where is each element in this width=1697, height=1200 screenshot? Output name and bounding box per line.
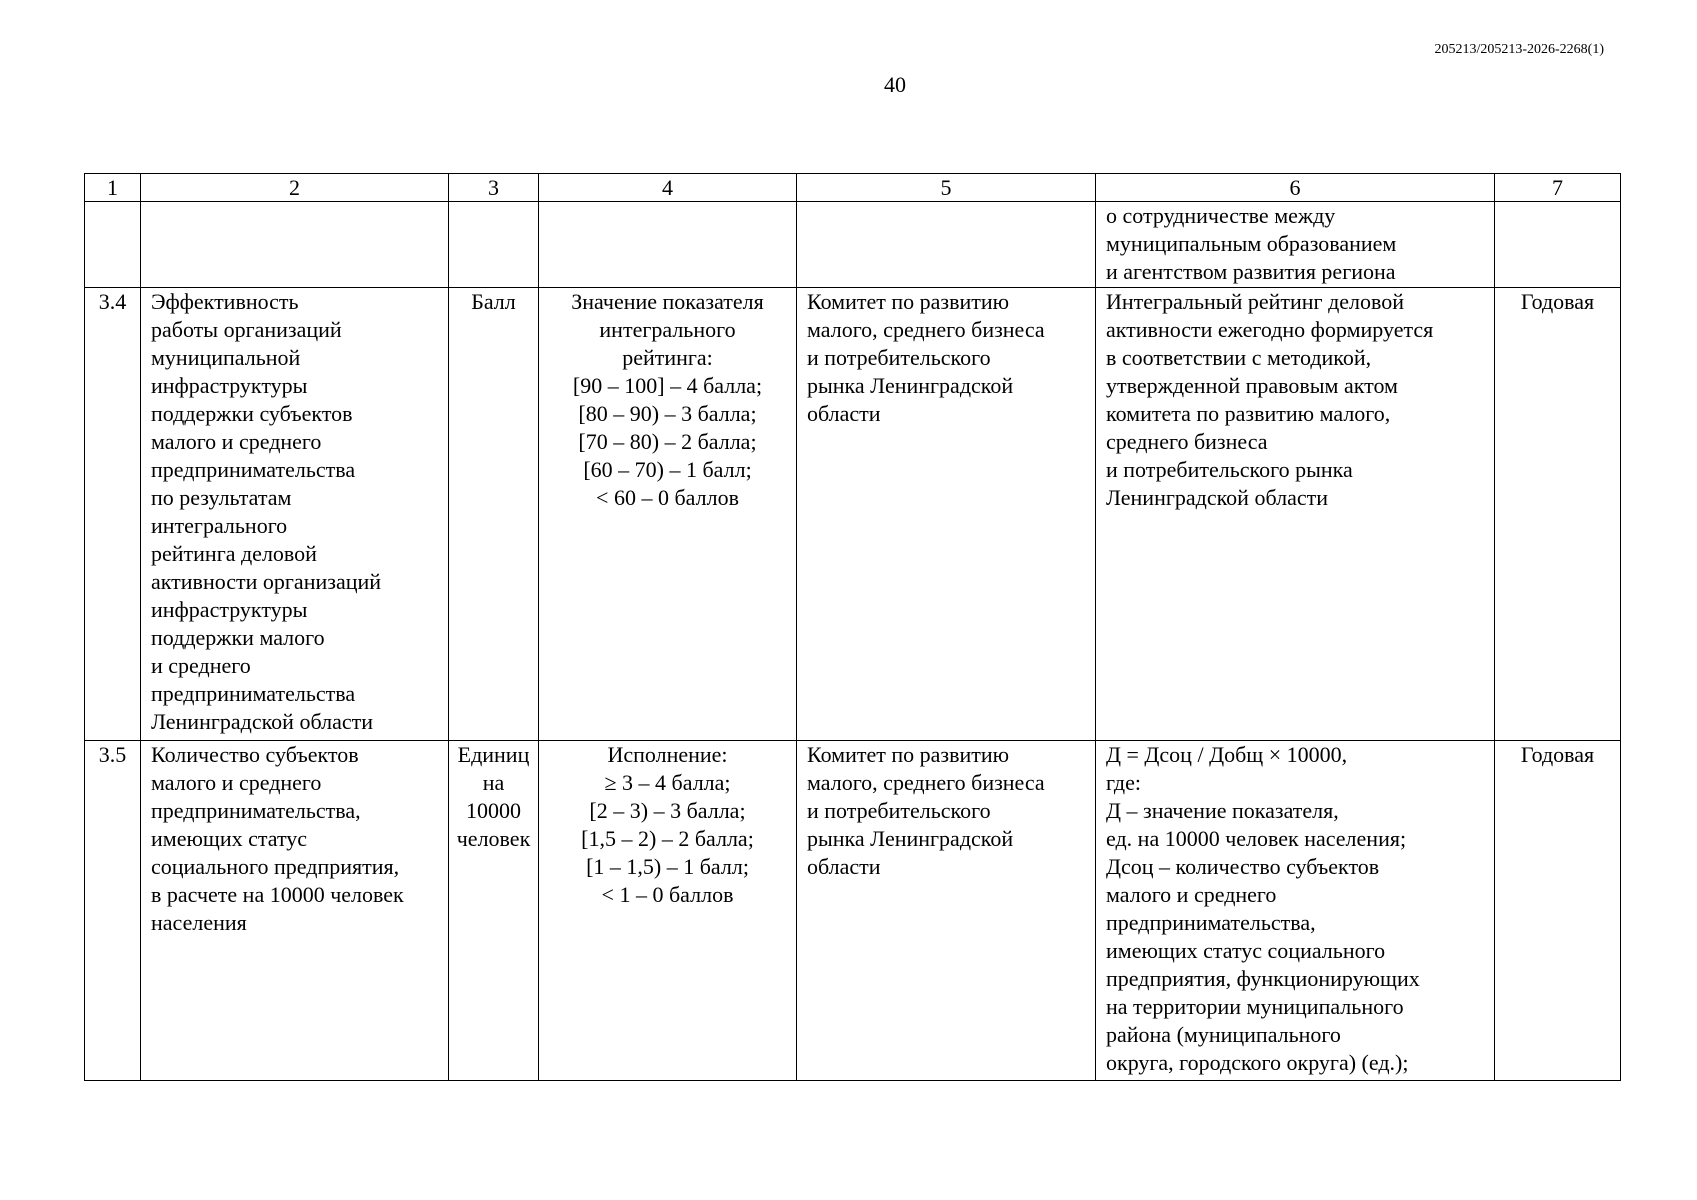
header-cell: 6	[1096, 174, 1495, 202]
table-cell	[1495, 202, 1621, 288]
responsible: Комитет по развитию малого, среднего бизнеса и потребительского рынка Ленинградской области	[797, 741, 1096, 1081]
scoring: Значение показателя интегрального рейтинга: [90 – 100] – 4 балла; [80 – 90) – 3 балла; [70 – 80) – 2 балла; [60 – 70) – 1 балл; < 60 – 0 баллов	[539, 288, 797, 741]
header-cell: 1	[85, 174, 141, 202]
table-cell	[797, 202, 1096, 288]
unit: Единиц на 10000 человек	[449, 741, 539, 1081]
document-code: 205213/205213-2026-2268(1)	[1434, 42, 1604, 57]
page-number: 40	[884, 72, 906, 97]
table-row-continuation	[85, 202, 1621, 288]
periodicity: Годовая	[1495, 741, 1621, 1081]
indicators-table	[84, 173, 1621, 1081]
table-cell-description: о сотрудничестве между муниципальным образованием и агентством развития региона	[1096, 202, 1495, 288]
table-cell	[85, 202, 141, 288]
header-cell: 3	[449, 174, 539, 202]
row-number: 3.5	[85, 741, 141, 1081]
indicator-name: Эффективность работы организаций муниципальной инфраструктуры поддержки субъектов малого и среднего предпринимательства по результатам интегрального рейтинга деловой активности организаций инфраструктуры поддержки малого и среднего предпринимательства Ленинградской области	[141, 288, 449, 741]
table-header-row	[85, 174, 1621, 202]
row-number: 3.4	[85, 288, 141, 741]
periodicity: Годовая	[1495, 288, 1621, 741]
table-cell	[141, 202, 449, 288]
header-cell: 7	[1495, 174, 1621, 202]
table-row	[85, 741, 1621, 1081]
table-row	[85, 288, 1621, 741]
scoring: Исполнение: ≥ 3 – 4 балла; [2 – 3) – 3 балла; [1,5 – 2) – 2 балла; [1 – 1,5) – 1 балл; < 1 – 0 баллов	[539, 741, 797, 1081]
header-cell: 4	[539, 174, 797, 202]
calculation-method: Интегральный рейтинг деловой активности ежегодно формируется в соответствии с методикой, утвержденной правовым актом комитета по развитию малого, среднего бизнеса и потребительского рынка Ленинградской области	[1096, 288, 1495, 741]
table-cell	[539, 202, 797, 288]
responsible: Комитет по развитию малого, среднего бизнеса и потребительского рынка Ленинградской области	[797, 288, 1096, 741]
calculation-method: Д = Дсоц / Добщ × 10000, где: Д – значение показателя, ед. на 10000 человек населения; Дсоц – количество субъектов малого и среднего предпринимательства, имеющих статус социального предприятия, функционирующих на территории муниципального района (муниципального округа, городского округа) (ед.);	[1096, 741, 1495, 1081]
unit: Балл	[449, 288, 539, 741]
table-cell	[449, 202, 539, 288]
indicator-name: Количество субъектов малого и среднего предпринимательства, имеющих статус социального предприятия, в расчете на 10000 человек населения	[141, 741, 449, 1081]
header-cell: 5	[797, 174, 1096, 202]
header-cell: 2	[141, 174, 449, 202]
